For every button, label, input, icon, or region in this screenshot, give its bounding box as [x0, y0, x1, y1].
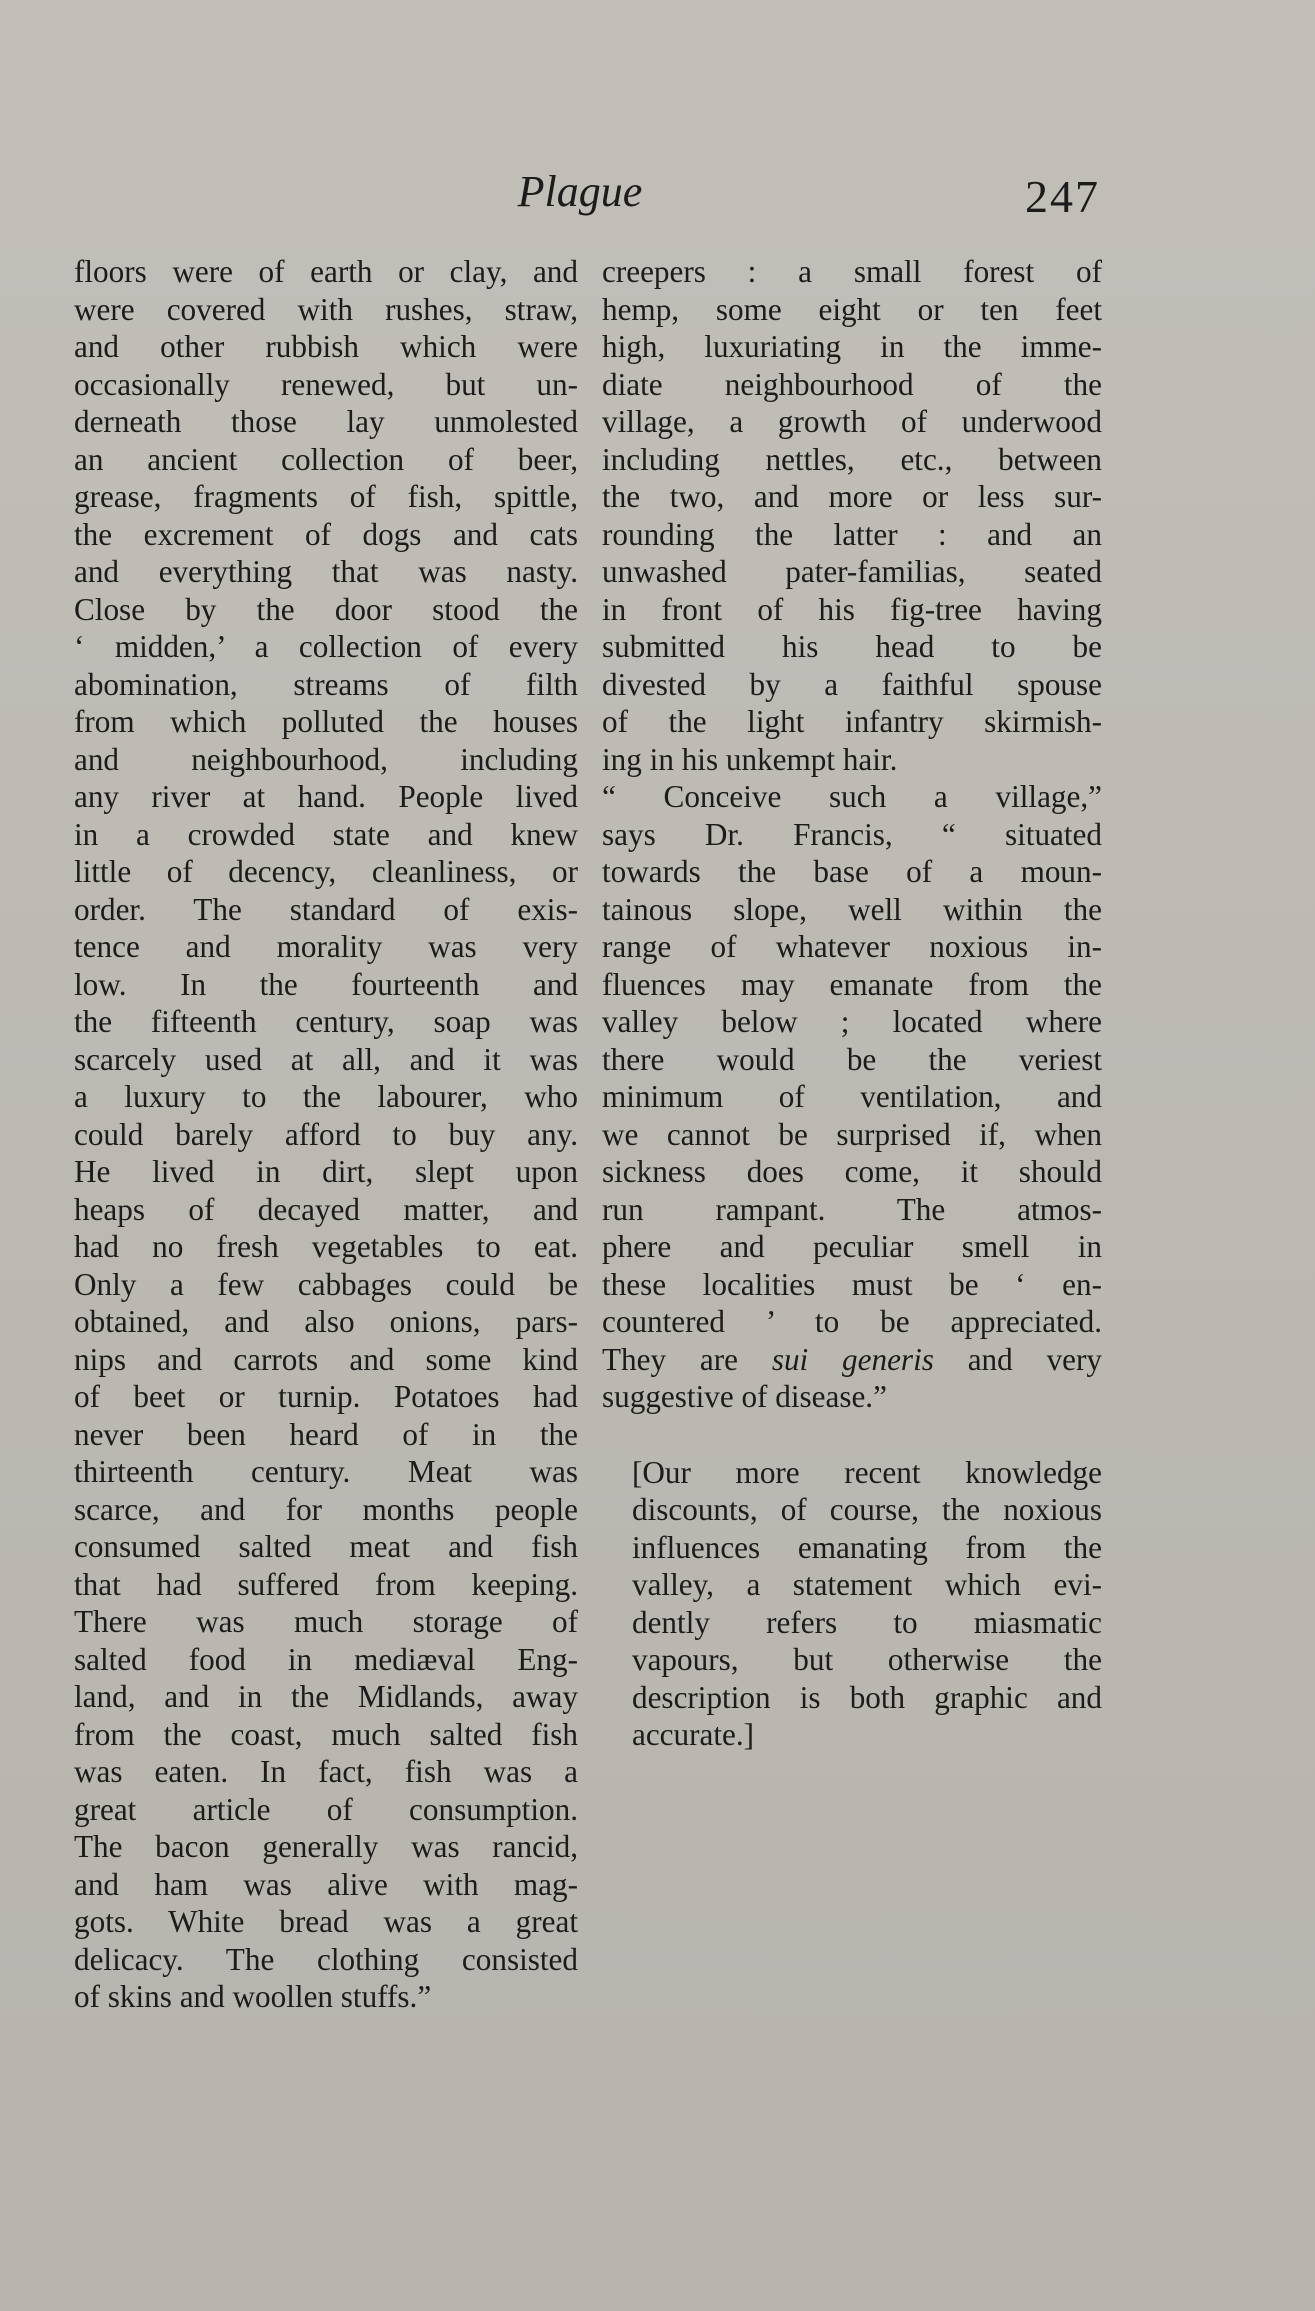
text-line: They are sui generis and very	[602, 1341, 1102, 1377]
text-line: salted food in mediæval Eng-	[74, 1641, 578, 1677]
paragraph-continued	[602, 253, 1102, 778]
text-line: a luxury to the labourer, who	[74, 1079, 578, 1114]
text-line: valley, a statement which evi-	[632, 1567, 1102, 1602]
text-line: creepers : a small forest of	[602, 254, 1102, 289]
text-line: never been heard of in the	[74, 1416, 578, 1452]
text-line: description is both graphic and	[632, 1679, 1102, 1715]
text-line: run rampant. The atmos-	[602, 1191, 1102, 1227]
text-line: and ham was alive with mag-	[74, 1866, 578, 1902]
text-line: influences emanating from the	[632, 1529, 1102, 1565]
text-line: grease, fragments of fish, spittle,	[74, 479, 578, 514]
text-line: of beet or turnip. Potatoes had	[74, 1379, 578, 1414]
text-line: these localities must be ‘ en-	[602, 1266, 1102, 1302]
text-line: land, and in the Midlands, away	[74, 1679, 578, 1714]
text-line: from which polluted the houses	[74, 704, 578, 739]
text-line: including nettles, etc., between	[602, 441, 1102, 477]
text-line: towards the base of a moun-	[602, 854, 1102, 889]
text-line: and other rubbish which were	[74, 329, 578, 364]
text-line: scarcely used at all, and it was	[74, 1041, 578, 1077]
text-line: could barely afford to buy any.	[74, 1116, 578, 1152]
text-line: Only a few cabbages could be	[74, 1266, 578, 1302]
page-number: 247	[1025, 171, 1100, 222]
text-line: minimum of ventilation, and	[602, 1079, 1102, 1114]
running-title: Plague	[517, 167, 643, 216]
text-line: from the coast, much salted fish	[74, 1716, 578, 1752]
text-line: was eaten. In fact, fish was a	[74, 1754, 578, 1789]
text-line: and neighbourhood, including	[74, 741, 578, 777]
text-line: consumed salted meat and fish	[74, 1529, 578, 1564]
text-line: valley below ; located where	[602, 1004, 1102, 1039]
text-line: unwashed pater-familias, seated	[602, 554, 1102, 589]
text-line: village, a growth of underwood	[602, 404, 1102, 439]
text-line: abomination, streams of filth	[74, 666, 578, 702]
text-line: great article of consumption.	[74, 1791, 578, 1827]
text-line: submitted his head to be	[602, 629, 1102, 664]
text-line: fluences may emanate from the	[602, 966, 1102, 1002]
text-line: dently refers to miasmatic	[632, 1604, 1102, 1640]
text-line: Close by the door stood the	[74, 591, 578, 627]
text-line: phere and peculiar smell in	[602, 1229, 1102, 1264]
text-line: derneath those lay unmolested	[74, 404, 578, 439]
text-line: that had suffered from keeping.	[74, 1566, 578, 1602]
text-line: [Our more recent knowledge	[632, 1454, 1102, 1490]
text-line: ing in his unkempt hair.	[602, 741, 898, 777]
text-line: heaps of decayed matter, and	[74, 1191, 578, 1227]
text-line: there would be the veriest	[602, 1041, 1102, 1077]
text-line: an ancient collection of beer,	[74, 441, 578, 477]
text-line: accurate.]	[632, 1717, 755, 1752]
text-line: says Dr. Francis, “ situated	[602, 816, 1102, 852]
right-column	[602, 253, 1102, 1754]
text-line: had no fresh vegetables to eat.	[74, 1229, 578, 1264]
text-line: gots. White bread was a great	[74, 1904, 578, 1939]
text-line: little of decency, cleanliness, or	[74, 854, 578, 889]
text-line: nips and carrots and some kind	[74, 1341, 578, 1377]
text-line: occasionally renewed, but un-	[74, 366, 578, 402]
text-line: low. In the fourteenth and	[74, 966, 578, 1002]
text-line: scarce, and for months people	[74, 1491, 578, 1527]
text-line: the fifteenth century, soap was	[74, 1004, 578, 1039]
text-line: of the light infantry skirmish-	[602, 704, 1102, 739]
text-line: sickness does come, it should	[602, 1154, 1102, 1189]
text-line: suggestive of disease.”	[602, 1379, 887, 1414]
left-column	[74, 253, 578, 2016]
text-line: the excrement of dogs and cats	[74, 516, 578, 552]
text-line: high, luxuriating in the imme-	[602, 329, 1102, 364]
text-line: any river at hand. People lived	[74, 779, 578, 814]
text-line: the two, and more or less sur-	[602, 479, 1102, 514]
text-line: obtained, and also onions, pars-	[74, 1304, 578, 1339]
text-line: range of whatever noxious in-	[602, 929, 1102, 964]
text-line: of skins and woollen stuffs.”	[74, 1979, 432, 2014]
text-line: countered ’ to be appreciated.	[602, 1304, 1102, 1339]
text-line: rounding the latter : and an	[602, 516, 1102, 552]
text-line: order. The standard of exis-	[74, 891, 578, 927]
text-line: delicacy. The clothing consisted	[74, 1941, 578, 1977]
text-line: hemp, some eight or ten feet	[602, 291, 1102, 327]
text-line: divested by a faithful spouse	[602, 666, 1102, 702]
text-line: in front of his fig-tree having	[602, 591, 1102, 627]
text-line: ‘ midden,’ a collection of every	[74, 629, 578, 664]
text-line: There was much storage of	[74, 1604, 578, 1639]
text-line: were covered with rushes, straw,	[74, 291, 578, 327]
text-line: vapours, but otherwise the	[632, 1642, 1102, 1677]
text-line: He lived in dirt, slept upon	[74, 1154, 578, 1189]
paragraph-quotation	[602, 778, 1102, 1416]
text-line: “ Conceive such a village,”	[602, 779, 1102, 814]
text-line: in a crowded state and knew	[74, 816, 578, 852]
text-line: we cannot be surprised if, when	[602, 1116, 1102, 1152]
text-line: diate neighbourhood of the	[602, 366, 1102, 402]
text-line: tence and morality was very	[74, 929, 578, 964]
text-line: tainous slope, well within the	[602, 891, 1102, 927]
text-line: discounts, of course, the noxious	[632, 1492, 1102, 1527]
text-line: floors were of earth or clay, and	[74, 254, 578, 289]
text-line: and everything that was nasty.	[74, 554, 578, 589]
latin-phrase: sui generis	[771, 1341, 934, 1377]
text-line: thirteenth century. Meat was	[74, 1454, 578, 1489]
text-line: The bacon generally was rancid,	[74, 1829, 578, 1864]
paragraph-editorial-note	[602, 1454, 1102, 1754]
